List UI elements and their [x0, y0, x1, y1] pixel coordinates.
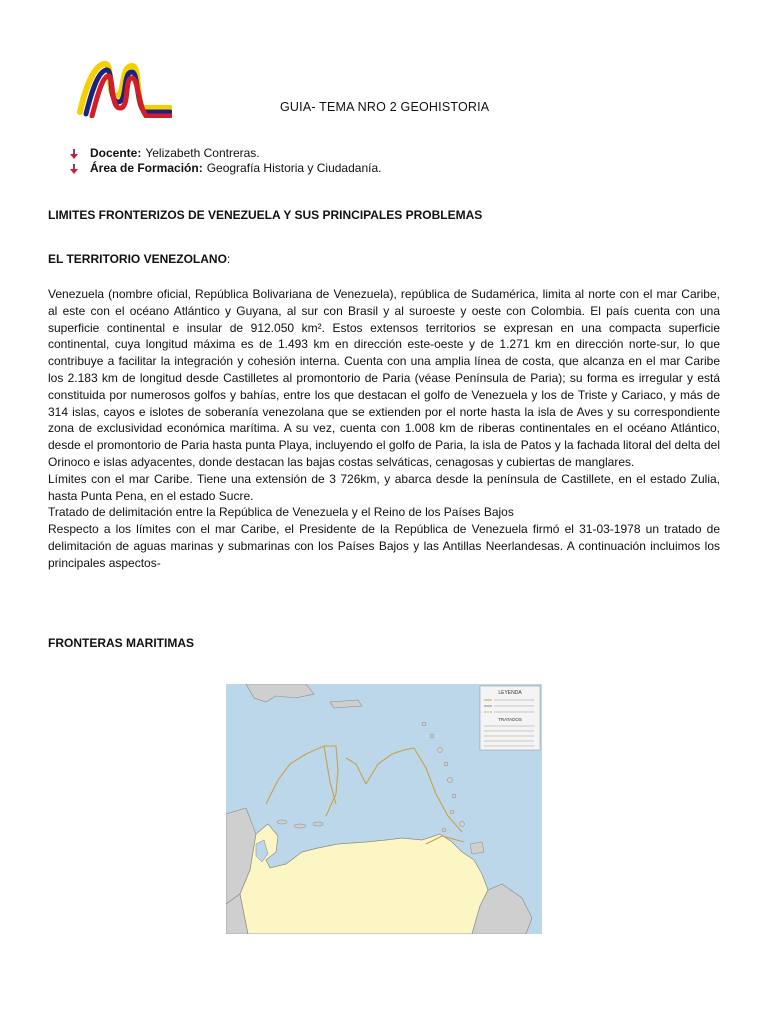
- meta-area: [68, 161, 381, 176]
- paragraph-4: Respecto a los límites con el mar Caribe, el Presidente de la República de Venezuela firmó el 31-03-1978 un tratado de delimitación de aguas marinas y submarinas con los Países Bajos y las Antillas Neerlandesas. A continuación incluimos los principales aspectos-: [48, 522, 720, 570]
- map-section-title: FRONTERAS MARITIMAS: [48, 636, 194, 650]
- subsection-title: EL TERRITORIO VENEZOLANO: [48, 252, 227, 266]
- logo: [76, 56, 172, 118]
- document-meta: [68, 146, 381, 176]
- island-trinidad: [470, 842, 484, 854]
- meta-area-value: Geografía Historia y Ciudadanía.: [206, 161, 382, 175]
- meta-teacher: [68, 146, 381, 161]
- map-legend: [480, 686, 540, 750]
- arrow-bullet-icon: [68, 163, 80, 175]
- body-text: [48, 286, 720, 572]
- section-title: LIMITES FRONTERIZOS DE VENEZUELA Y SUS PRINCIPALES PROBLEMAS: [48, 208, 483, 222]
- paragraph-3: Tratado de delimitación entre la República de Venezuela y el Reino de los Países Bajos: [48, 505, 514, 520]
- paragraph-2: Límites con el mar Caribe. Tiene una extensión de 3 726km, y abarca desde la península de Castillete, en el estado Zulia, hasta Punta Pena, en el estado Sucre.: [48, 471, 720, 503]
- legend-subtitle: TRATADOS: [498, 717, 522, 722]
- subsection-suffix: :: [226, 252, 231, 266]
- document-title: GUIA- TEMA NRO 2 GEOHISTORIA: [280, 100, 490, 114]
- subsection-heading: [48, 252, 230, 266]
- arrow-bullet-icon: [68, 148, 80, 160]
- maritime-borders-map: [226, 684, 542, 934]
- meta-area-label: Área de Formación:: [90, 161, 203, 175]
- legend-title: LEYENDA: [498, 690, 522, 696]
- paragraph-1: Venezuela (nombre oficial, República Bolivariana de Venezuela), república de Sudamérica, limita al norte con el mar Caribe, al este con el océano Atlántico y Guyana, al sur con Brasil y al suroeste y oeste con Colombia. El país cuenta con una superficie continental e insular de 912.050 km². Estos extensos territorios se expresan en una compacta superficie continental, cuya longitud máxima es de 1.493 km en dirección este-oeste y de 1.271 km en dirección norte-sur, lo que contribuye a facilitar la integración y cohesión interna. Cuenta con una amplia línea de costa, que alcanza en el mar Caribe los 2.183 km de longitud desde Castilletes al promontorio de Paria (véase Península de Paria); su forma es irregular y está constituida por numerosos golfos y bahías, entre los que destacan el golfo de Venezuela y los de Triste y Cariaco, y más de 314 islas, cayos e islotes de soberanía venezolana que se extienden por el norte hasta la isla de Aves y su correspondiente zona de exclusividad económica marítima. A su vez, cuenta con 1.008 km de riberas continentales en el océano Atlántico, desde el promontorio de Paria hasta punta Playa, incluyendo el golfo de Paria, la isla de Patos y la fachada litoral del delta del Orinoco e islas adyacentes, donde destacan las bajas costas selváticas, cenagosas y cubiertas de manglares.: [48, 287, 720, 469]
- meta-teacher-label: Docente:: [90, 146, 142, 160]
- meta-teacher-value: Yelizabeth Contreras.: [145, 146, 260, 160]
